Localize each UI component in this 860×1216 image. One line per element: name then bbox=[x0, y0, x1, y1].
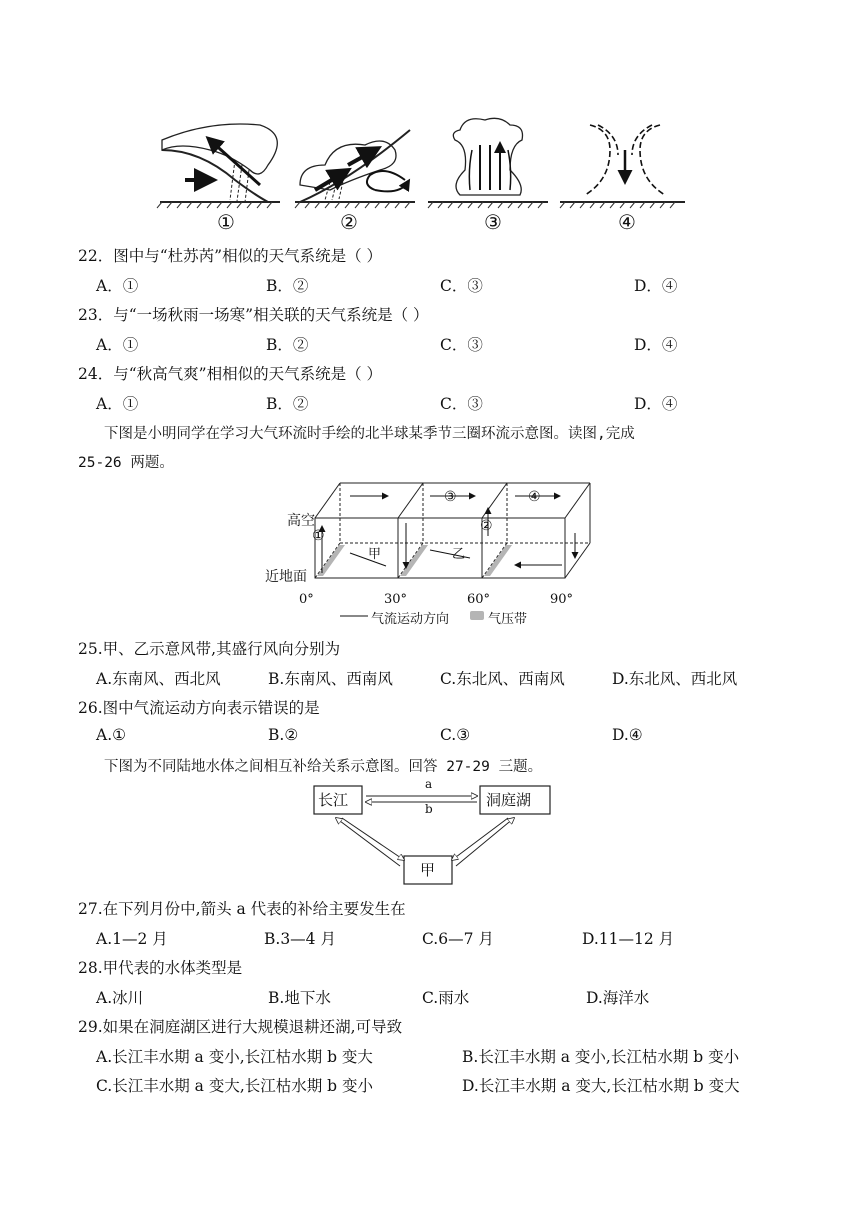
figure-label-4: ④ bbox=[618, 210, 636, 234]
q25-option-c[interactable]: C.东北风、西南风 bbox=[440, 670, 565, 688]
figure-label-2: ② bbox=[340, 210, 358, 234]
q29-option-b[interactable]: B.长江丰水期 a 变小,长江枯水期 b 变小 bbox=[462, 1048, 740, 1066]
label-near-ground: 近地面 bbox=[265, 569, 307, 585]
zone-label-jia: 甲 bbox=[368, 547, 382, 562]
legend-flow-label: 气流运动方向 bbox=[371, 612, 450, 627]
intro-25-line1: 下图是小明同学在学习大气环流时手绘的北半球某季节三圈环流示意图。读图,完成 bbox=[104, 426, 635, 442]
lat-60: 60° bbox=[467, 592, 491, 607]
question-27-stem: 27.在下列月份中,箭头 a 代表的补给主要发生在 bbox=[78, 900, 406, 918]
figure-label-1: ① bbox=[217, 210, 235, 234]
mark-3: ③ bbox=[444, 489, 457, 505]
question-25-stem: 25.甲、乙示意风带,其盛行风向分别为 bbox=[78, 640, 341, 658]
q29-option-a[interactable]: A.长江丰水期 a 变小,长江枯水期 b 变大 bbox=[96, 1048, 373, 1066]
q25-option-d[interactable]: D.东北风、西北风 bbox=[612, 670, 738, 688]
q22-option-d[interactable]: D．④ bbox=[634, 277, 678, 295]
mark-4: ④ bbox=[528, 489, 541, 505]
warm-front-diagram bbox=[300, 130, 410, 202]
q25-option-b[interactable]: B.东南风、西南风 bbox=[268, 670, 393, 688]
q26-option-b[interactable]: B.② bbox=[268, 726, 299, 744]
question-24-stem: 24．与“秋高气爽”相相似的天气系统是（ ） bbox=[78, 365, 382, 383]
question-26-stem: 26.图中气流运动方向表示错误的是 bbox=[78, 699, 320, 717]
q26-option-c[interactable]: C.③ bbox=[440, 726, 471, 744]
box-jia: 甲 bbox=[420, 861, 436, 879]
box-dongtinghu: 洞庭湖 bbox=[486, 791, 532, 809]
q23-option-b[interactable]: B．② bbox=[266, 336, 309, 354]
mark-2: ② bbox=[480, 518, 493, 534]
q26-option-a[interactable]: A.① bbox=[96, 726, 127, 744]
q27-option-d[interactable]: D.11—12 月 bbox=[582, 930, 675, 948]
lat-0: 0° bbox=[299, 592, 314, 607]
box-changjiang: 长江 bbox=[318, 791, 349, 809]
q28-option-d[interactable]: D.海洋水 bbox=[586, 989, 650, 1007]
q22-option-b[interactable]: B．② bbox=[266, 277, 309, 295]
label-high-altitude: 高空 bbox=[287, 513, 315, 529]
lat-30: 30° bbox=[384, 592, 408, 607]
cyclone-diagram bbox=[453, 118, 522, 195]
mark-1: ① bbox=[312, 528, 325, 544]
q24-option-c[interactable]: C．③ bbox=[440, 395, 483, 413]
q24-option-d[interactable]: D．④ bbox=[634, 395, 678, 413]
figure-label-3: ③ bbox=[484, 210, 502, 234]
q22-option-c[interactable]: C．③ bbox=[440, 277, 483, 295]
legend-belt-label: 气压带 bbox=[488, 612, 528, 627]
q24-option-b[interactable]: B．② bbox=[266, 395, 309, 413]
q27-option-b[interactable]: B.3—4 月 bbox=[264, 930, 336, 948]
question-23-stem: 23．与“一场秋雨一场寒”相关联的天气系统是（ ） bbox=[78, 306, 429, 324]
q29-option-d[interactable]: D.长江丰水期 a 变大,长江枯水期 b 变大 bbox=[462, 1077, 740, 1095]
q29-option-c[interactable]: C.长江丰水期 a 变大,长江枯水期 b 变小 bbox=[96, 1077, 374, 1095]
arrow-a-label: a bbox=[425, 777, 433, 791]
question-28-stem: 28.甲代表的水体类型是 bbox=[78, 959, 243, 977]
arrow-b-label: b bbox=[425, 802, 433, 816]
zone-label-yi: 乙 bbox=[452, 547, 466, 562]
q28-option-a[interactable]: A.冰川 bbox=[96, 989, 144, 1007]
question-29-stem: 29.如果在洞庭湖区进行大规模退耕还湖,可导致 bbox=[78, 1018, 403, 1036]
q23-option-a[interactable]: A．① bbox=[96, 336, 139, 354]
intro-25-line2: 25-26 两题。 bbox=[78, 455, 174, 471]
q23-option-c[interactable]: C．③ bbox=[440, 336, 483, 354]
lat-90: 90° bbox=[550, 592, 574, 607]
q22-option-a[interactable]: A．① bbox=[96, 277, 139, 295]
anticyclone-diagram bbox=[585, 125, 665, 195]
q28-option-b[interactable]: B.地下水 bbox=[268, 989, 331, 1007]
intro-27-line1: 下图为不同陆地水体之间相互补给关系示意图。回答 27-29 三题。 bbox=[104, 759, 543, 775]
cold-front-diagram bbox=[162, 124, 277, 202]
question-22-stem: 22．图中与“杜苏芮”相似的天气系统是（ ） bbox=[78, 247, 382, 265]
q28-option-c[interactable]: C.雨水 bbox=[422, 989, 470, 1007]
q25-option-a[interactable]: A.东南风、西北风 bbox=[96, 670, 221, 688]
q27-option-c[interactable]: C.6—7 月 bbox=[422, 930, 494, 948]
legend-belt-swatch bbox=[470, 611, 484, 620]
q23-option-d[interactable]: D．④ bbox=[634, 336, 678, 354]
q24-option-a[interactable]: A．① bbox=[96, 395, 139, 413]
q26-option-d[interactable]: D.④ bbox=[612, 726, 643, 744]
q27-option-a[interactable]: A.1—2 月 bbox=[96, 930, 168, 948]
